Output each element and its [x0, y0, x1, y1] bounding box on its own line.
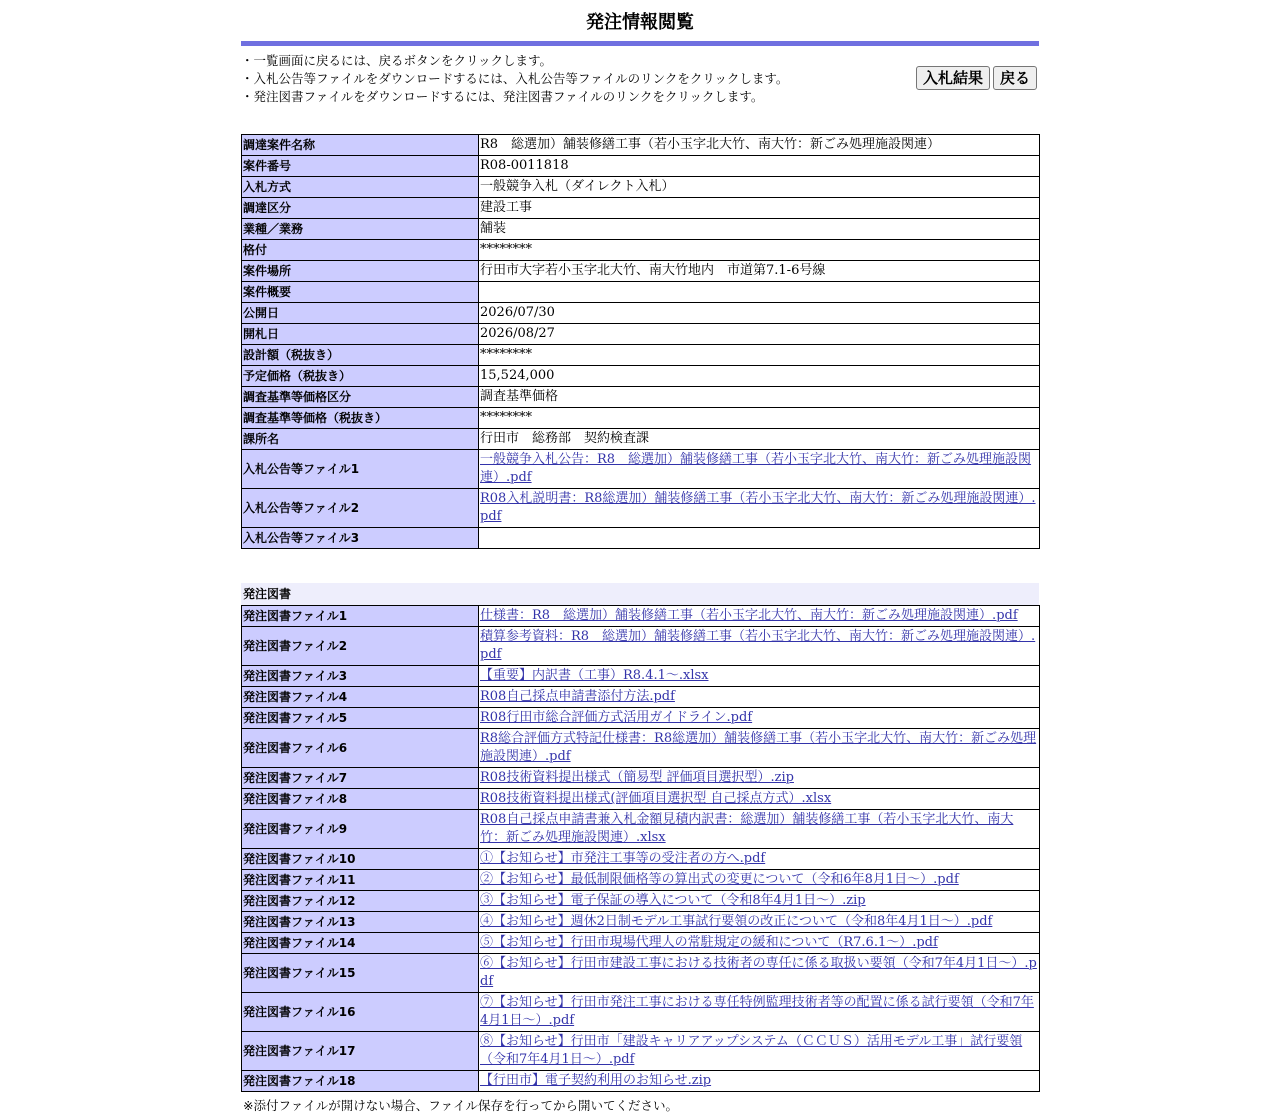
- drawing-file-row: [242, 870, 1040, 891]
- file-link[interactable]: R08行田市総合評価方式活用ガイドライン.pdf: [480, 710, 753, 725]
- row-label: 発注図書ファイル18: [242, 1071, 479, 1092]
- drawing-file-row: [242, 891, 1040, 912]
- row-value: [479, 849, 1040, 870]
- drawing-file-row: [242, 933, 1040, 954]
- row-value: [479, 891, 1040, 912]
- row-value: [479, 1071, 1040, 1092]
- row-value: 舗装: [479, 219, 1040, 240]
- drawing-file-row: [242, 1032, 1040, 1071]
- row-value: [479, 810, 1040, 849]
- notice-file-row: [242, 489, 1040, 528]
- info-row: [242, 366, 1040, 387]
- row-value: 2026/07/30: [479, 303, 1040, 324]
- drawing-file-row: [242, 849, 1040, 870]
- drawing-file-row: [242, 627, 1040, 666]
- instruction-line: ・一覧画面に戻るには、戻るボタンをクリックします。: [241, 53, 553, 68]
- row-value: R8 総選加）舗装修繕工事（若小玉字北大竹、南大竹：新ごみ処理施設関連）: [479, 135, 1040, 156]
- row-label: 発注図書ファイル6: [242, 729, 479, 768]
- row-label: 業種／業務: [242, 219, 479, 240]
- row-label: 発注図書ファイル13: [242, 912, 479, 933]
- info-row: [242, 135, 1040, 156]
- row-label: 開札日: [242, 324, 479, 345]
- row-value: 行田市 総務部 契約検査課: [479, 429, 1040, 450]
- row-value: ********: [479, 408, 1040, 429]
- file-link[interactable]: ③【お知らせ】電子保証の導入について（令和8年4月1日～）.zip: [480, 893, 866, 908]
- row-label: 公開日: [242, 303, 479, 324]
- row-value: [479, 450, 1040, 489]
- row-value: [479, 666, 1040, 687]
- info-row: [242, 156, 1040, 177]
- info-row: [242, 324, 1040, 345]
- drawing-file-row: [242, 789, 1040, 810]
- instruction-line: ・発注図書ファイルをダウンロードするには、発注図書ファイルのリンクをクリックします。: [241, 89, 764, 104]
- row-label: 発注図書ファイル3: [242, 666, 479, 687]
- row-value: [479, 282, 1040, 303]
- row-label: 調査基準等価格区分: [242, 387, 479, 408]
- row-value: 2026/08/27: [479, 324, 1040, 345]
- file-link[interactable]: ⑤【お知らせ】行田市現場代理人の常駐規定の緩和について（R7.6.1～）.pdf: [480, 935, 938, 950]
- footer-note: ※添付ファイルが開けない場合、ファイル保存を行ってから開いてください。: [243, 1098, 678, 1113]
- file-link[interactable]: ⑦【お知らせ】行田市発注工事における専任特例監理技術者等の配置に係る試行要領（令和7年4月1日～）.pdf: [480, 995, 1034, 1028]
- row-value: [479, 912, 1040, 933]
- file-link[interactable]: ②【お知らせ】最低制限価格等の算出式の変更について（令和6年8月1日～）.pdf: [480, 872, 959, 887]
- drawings-table: [241, 605, 1040, 1092]
- row-label: 課所名: [242, 429, 479, 450]
- drawings-body: [242, 606, 1040, 1092]
- info-row: [242, 261, 1040, 282]
- row-label: 発注図書ファイル10: [242, 849, 479, 870]
- row-value: 一般競争入札（ダイレクト入札）: [479, 177, 1040, 198]
- instructions: [241, 46, 1039, 118]
- drawing-file-row: [242, 768, 1040, 789]
- drawing-file-row: [242, 729, 1040, 768]
- row-label: 発注図書ファイル1: [242, 606, 479, 627]
- page-container: [241, 0, 1039, 1114]
- info-row: [242, 177, 1040, 198]
- row-label: 格付: [242, 240, 479, 261]
- file-link[interactable]: 一般競争入札公告：R8 総選加）舗装修繕工事（若小玉字北大竹、南大竹：新ごみ処理施設関連）.pdf: [480, 452, 1032, 485]
- row-label: 予定価格（税抜き）: [242, 366, 479, 387]
- file-link[interactable]: 【重要】内訳書（工事）R8.4.1～.xlsx: [480, 668, 709, 683]
- row-label: 発注図書ファイル2: [242, 627, 479, 666]
- row-value: 行田市大字若小玉字北大竹、南大竹地内 市道第7.1-6号線: [479, 261, 1040, 282]
- row-value: [479, 954, 1040, 993]
- row-label: 発注図書ファイル16: [242, 993, 479, 1032]
- row-label: 発注図書ファイル4: [242, 687, 479, 708]
- row-value: ********: [479, 345, 1040, 366]
- page-title: 発注情報閲覧: [586, 12, 694, 33]
- row-label: 発注図書ファイル8: [242, 789, 479, 810]
- row-label: 発注図書ファイル9: [242, 810, 479, 849]
- row-label: 発注図書ファイル12: [242, 891, 479, 912]
- drawings-section-heading: 発注図書: [241, 583, 1039, 605]
- drawing-file-row: [242, 954, 1040, 993]
- row-label: 調査基準等価格（税抜き）: [242, 408, 479, 429]
- row-label: 発注図書ファイル7: [242, 768, 479, 789]
- row-value: [479, 933, 1040, 954]
- file-link[interactable]: R08入札説明書：R8総選加）舗装修繕工事（若小玉字北大竹、南大竹：新ごみ処理施設関連）.pdf: [480, 491, 1036, 524]
- row-value: [479, 993, 1040, 1032]
- file-link[interactable]: R08技術資料提出様式(評価項目選択型 自己採点方式）.xlsx: [480, 791, 832, 806]
- row-label: 入札公告等ファイル2: [242, 489, 479, 528]
- row-label: 案件場所: [242, 261, 479, 282]
- row-label: 案件概要: [242, 282, 479, 303]
- file-link[interactable]: 仕様書：R8 総選加）舗装修繕工事（若小玉字北大竹、南大竹：新ごみ処理施設関連）.pdf: [480, 608, 1018, 623]
- file-link[interactable]: R8総合評価方式特記仕様書：R8総選加）舗装修繕工事（若小玉字北大竹、南大竹：新ごみ処理施設関連）.pdf: [480, 731, 1037, 764]
- row-label: 発注図書ファイル15: [242, 954, 479, 993]
- drawing-file-row: [242, 1071, 1040, 1092]
- row-value: [479, 708, 1040, 729]
- back-button[interactable]: 戻る: [993, 66, 1037, 90]
- row-value: R08-0011818: [479, 156, 1040, 177]
- file-link[interactable]: R08自己採点申請書兼入札金額見積内訳書：総選加）舗装修繕工事（若小玉字北大竹、南大竹：新ごみ処理施設関連）.xlsx: [480, 812, 1014, 845]
- row-label: 入札方式: [242, 177, 479, 198]
- file-link[interactable]: 【行田市】電子契約利用のお知らせ.zip: [480, 1073, 712, 1088]
- file-link[interactable]: ①【お知らせ】市発注工事等の受注者の方へ.pdf: [480, 851, 766, 866]
- row-value: [479, 489, 1040, 528]
- drawing-file-row: [242, 708, 1040, 729]
- info-row: [242, 408, 1040, 429]
- drawing-file-row: [242, 912, 1040, 933]
- row-label: 発注図書ファイル14: [242, 933, 479, 954]
- row-label: 設計額（税抜き）: [242, 345, 479, 366]
- file-link[interactable]: 積算参考資料：R8 総選加）舗装修繕工事（若小玉字北大竹、南大竹：新ごみ処理施設関連）.pdf: [480, 629, 1036, 662]
- row-label: 入札公告等ファイル3: [242, 528, 479, 549]
- file-link[interactable]: R08技術資料提出様式（簡易型 評価項目選択型）.zip: [480, 770, 794, 785]
- row-label: 調達区分: [242, 198, 479, 219]
- info-row: [242, 198, 1040, 219]
- row-value: [479, 870, 1040, 891]
- row-label: 案件番号: [242, 156, 479, 177]
- row-value: [479, 687, 1040, 708]
- notice-file-row: [242, 450, 1040, 489]
- file-link[interactable]: R08自己採点申請書添付方法.pdf: [480, 689, 675, 704]
- row-value: 調査基準価格: [479, 387, 1040, 408]
- drawing-file-row: [242, 666, 1040, 687]
- row-value: [479, 729, 1040, 768]
- info-row: [242, 282, 1040, 303]
- row-label: 発注図書ファイル5: [242, 708, 479, 729]
- info-row: [242, 219, 1040, 240]
- row-value: [479, 768, 1040, 789]
- info-row: [242, 429, 1040, 450]
- row-value: [479, 627, 1040, 666]
- drawing-file-row: [242, 687, 1040, 708]
- row-value: 15,524,000: [479, 366, 1040, 387]
- file-link[interactable]: ④【お知らせ】週休2日制モデル工事試行要領の改正について（令和8年4月1日～）.pdf: [480, 914, 993, 929]
- row-label: 調達案件名称: [242, 135, 479, 156]
- file-link[interactable]: ⑥【お知らせ】行田市建設工事における技術者の専任に係る取扱い要領（令和7年4月1日～）.pdf: [480, 956, 1037, 989]
- notice-file-row: [242, 528, 1040, 549]
- project-info-body: [242, 135, 1040, 549]
- bid-results-button[interactable]: 入札結果: [916, 66, 990, 90]
- drawing-file-row: [242, 606, 1040, 627]
- info-row: [242, 303, 1040, 324]
- row-value: [479, 1032, 1040, 1071]
- row-label: 入札公告等ファイル1: [242, 450, 479, 489]
- action-buttons: [916, 66, 1037, 90]
- info-row: [242, 240, 1040, 261]
- info-row: [242, 345, 1040, 366]
- project-info-table: [241, 134, 1040, 549]
- file-link[interactable]: ⑧【お知らせ】行田市「建設キャリアアップシステム（ＣＣＵＳ）活用モデル工事」試行要領（令和7年4月1日～）.pdf: [480, 1034, 1023, 1067]
- row-value: 建設工事: [479, 198, 1040, 219]
- row-value: [479, 528, 1040, 549]
- row-value: [479, 606, 1040, 627]
- row-label: 発注図書ファイル17: [242, 1032, 479, 1071]
- row-value: [479, 789, 1040, 810]
- row-label: 発注図書ファイル11: [242, 870, 479, 891]
- drawing-file-row: [242, 993, 1040, 1032]
- info-row: [242, 387, 1040, 408]
- instruction-line: ・入札公告等ファイルをダウンロードするには、入札公告等ファイルのリンクをクリックします。: [241, 71, 789, 86]
- drawing-file-row: [242, 810, 1040, 849]
- row-value: ********: [479, 240, 1040, 261]
